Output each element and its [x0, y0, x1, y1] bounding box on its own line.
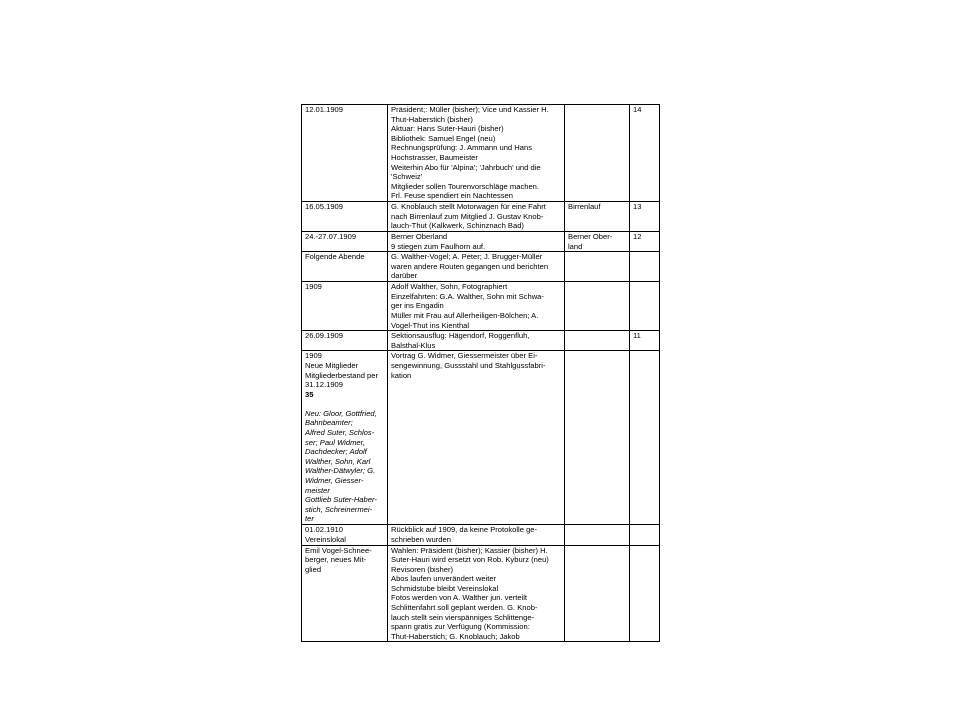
- table-row: [302, 525, 660, 545]
- table-row: [302, 201, 660, 231]
- entry-text-cell: [388, 201, 565, 231]
- place-line: Berner Ober-: [568, 231, 613, 241]
- entry-text-line: G. Walther-Vogel; A. Peter; J. Brugger-Müller: [391, 252, 543, 262]
- entry-text-line: Rechnungsprüfung: J. Ammann und Hans: [391, 143, 532, 153]
- page-number-cell: [630, 331, 660, 351]
- new-members-line: ser; Paul Widmer,: [305, 437, 365, 447]
- entry-text-line: Mitglieder sollen Tourenvorschläge machen.: [391, 181, 540, 191]
- entry-text-line: Sektionsausflug: Hägendorf, Roggenfluh,: [391, 331, 530, 341]
- date-line: Vereinslokal: [305, 534, 346, 544]
- page-number-cell: [630, 525, 660, 545]
- new-members-line: Alfred Suter, Schlos-: [305, 428, 375, 438]
- entry-text-cell: [388, 231, 565, 251]
- entry-text-line: Berner Oberland: [391, 231, 448, 241]
- new-members-line: Neu: Gloor, Gottfried,: [305, 408, 377, 418]
- entry-text-line: Fotos werden von A. Walther jun. verteilt: [391, 593, 528, 603]
- date-line: 24.-27.07.1909: [305, 231, 357, 241]
- chronicle-table-body: [302, 105, 660, 642]
- spacer: [305, 399, 384, 409]
- page-number-cell: [630, 231, 660, 251]
- entry-text-line: Bibliothek: Samuel Engel (neu): [391, 133, 496, 143]
- entry-text-line: Aktuar: Hans Suter-Hauri (bisher): [391, 124, 504, 134]
- entry-text-line: Balsthal-Klus: [391, 340, 436, 350]
- date-line: 12.01.1909: [305, 105, 344, 114]
- date-cell: [302, 231, 388, 251]
- date-line: berger, neues Mit-: [305, 555, 367, 565]
- entry-text-line: ger ins Engadin: [391, 301, 444, 311]
- entry-text-line: Rückblick auf 1909, da keine Protokolle ge-: [391, 525, 538, 535]
- date-cell: [302, 282, 388, 331]
- entry-text-line: Suter-Hauri wird ersetzt von Rob. Kyburz (neu): [391, 555, 549, 565]
- entry-text-line: Thut-Haberstich (bisher): [391, 114, 473, 124]
- entry-text-line: nach Birrenlauf zum Mitglied J. Gustav Knob-: [391, 211, 544, 221]
- date-line: 31.12.1909: [305, 380, 344, 390]
- table-row: [302, 282, 660, 331]
- chronicle-table: [301, 104, 660, 642]
- page-number: 11: [633, 331, 641, 341]
- page-number-cell: [630, 105, 660, 202]
- table-row: [302, 331, 660, 351]
- entry-text-cell: [388, 351, 565, 525]
- entry-text-line: Präsident;: Müller (bisher); Vice und Kassier H.: [391, 105, 549, 114]
- entry-text-line: waren andere Routen gegangen und berichten: [391, 261, 549, 271]
- date-cell: [302, 331, 388, 351]
- table-row: [302, 252, 660, 282]
- date-cell: [302, 105, 388, 202]
- place-cell: [565, 201, 630, 231]
- date-line: Emil Vogel-Schnee-: [305, 545, 372, 555]
- entry-text-cell: [388, 525, 565, 545]
- date-cell: [302, 252, 388, 282]
- table-row: [302, 105, 660, 202]
- new-members-line: Bahnbeamter;: [305, 418, 353, 428]
- page-number-cell: [630, 201, 660, 231]
- place-cell: [565, 525, 630, 545]
- date-line: 16.05.1909: [305, 201, 344, 211]
- date-line: 26.09.1909: [305, 331, 344, 341]
- date-line: Neue Mitglieder: [305, 360, 359, 370]
- table-row: [302, 545, 660, 642]
- new-members-line: meister: [305, 485, 330, 495]
- table-row: [302, 231, 660, 251]
- new-members-line: Walther, Sohn, Karl: [305, 456, 371, 466]
- place-cell: [565, 282, 630, 331]
- new-members-line: Gottlieb Suter-Haber-: [305, 495, 377, 505]
- entry-text-cell: [388, 282, 565, 331]
- table-row: [302, 351, 660, 525]
- new-members-line: Walther-Dätwyler; G.: [305, 466, 376, 476]
- place-line: Birrenlauf: [568, 201, 601, 211]
- date-cell: [302, 201, 388, 231]
- place-cell: [565, 331, 630, 351]
- page-number-cell: [630, 351, 660, 525]
- entry-text-line: kation: [391, 370, 412, 380]
- entry-text-line: 'Schweiz': [391, 172, 423, 182]
- page-number-cell: [630, 252, 660, 282]
- page-number: 13: [633, 201, 642, 211]
- entry-text-line: Einzelfahrten: G.A. Walther, Sohn mit Schwa-: [391, 291, 544, 301]
- new-members-line: stich, Schreinermei-: [305, 504, 373, 514]
- entry-text-line: spann gratis zur Verfügung (Kommission:: [391, 622, 530, 632]
- place-cell: [565, 231, 630, 251]
- entry-text-line: Abos laufen unverändert weiter: [391, 574, 497, 584]
- entry-text-line: Vortrag G. Widmer, Giessermeister über Ei-: [391, 351, 538, 361]
- entry-text-line: lauch-Thut (Kalkwerk, Schinznach Bad): [391, 221, 524, 231]
- page-number-cell: [630, 545, 660, 642]
- place-cell: [565, 252, 630, 282]
- place-cell: [565, 545, 630, 642]
- new-members-line: Widmer, Giesser-: [305, 476, 364, 486]
- entry-text-line: Weiterhin Abo für 'Alpina'; 'Jahrbuch' und die: [391, 162, 541, 172]
- page-number: 14: [633, 105, 642, 114]
- entry-text-line: Revisoren (bisher): [391, 564, 454, 574]
- entry-text-line: Hochstrasser, Baumeister: [391, 152, 478, 162]
- entry-text-cell: [388, 252, 565, 282]
- date-line: glied: [305, 564, 322, 574]
- page-number: 12: [633, 231, 642, 241]
- place-cell: [565, 105, 630, 202]
- entry-text-line: Schmidstube bleibt Vereinslokal: [391, 583, 499, 593]
- member-count: 35: [305, 389, 314, 399]
- place-cell: [565, 351, 630, 525]
- entry-text-line: sengewinnung, Gussstahl und Stahlgussfabri-: [391, 360, 546, 370]
- entry-text-line: Schlittenfahrt soll geplant werden. G. Knob-: [391, 603, 538, 613]
- date-cell: [302, 545, 388, 642]
- entry-text-line: Vogel-Thut ins Kienthal: [391, 320, 470, 330]
- entry-text-line: Wahlen: Präsident (bisher); Kassier (bisher) H.: [391, 545, 548, 555]
- entry-text-line: G. Knoblauch stellt Motorwagen für eine Fahrt: [391, 201, 546, 211]
- date-cell: [302, 351, 388, 525]
- entry-text-line: schrieben wurden: [391, 534, 451, 544]
- date-line: 01.02.1910: [305, 525, 344, 535]
- date-line: Mitgliederbestand per: [305, 370, 379, 380]
- page-number-cell: [630, 282, 660, 331]
- place-line: land: [568, 241, 583, 251]
- new-members-line: ter: [305, 514, 314, 524]
- entry-text-line: Müller mit Frau auf Allerheiligen-Bölchen; A.: [391, 310, 539, 320]
- entry-text-line: 9 stiegen zum Faulhorn auf.: [391, 241, 486, 251]
- entry-text-cell: [388, 331, 565, 351]
- entry-text-line: Adolf Walther, Sohn, Fotographiert: [391, 282, 508, 292]
- entry-text-cell: [388, 105, 565, 202]
- new-members-line: Dachdecker; Adolf: [305, 447, 367, 457]
- entry-text-cell: [388, 545, 565, 642]
- entry-text-line: Thut-Haberstich; G. Knoblauch; Jakob: [391, 631, 520, 641]
- date-line: 1909: [305, 351, 322, 361]
- entry-text-line: darüber: [391, 271, 418, 281]
- entry-text-line: lauch stellt sein vierspänniges Schlittenge-: [391, 612, 535, 622]
- entry-text-line: Frl. Feuse spendiert ein Nachtessen: [391, 191, 513, 201]
- date-cell: [302, 525, 388, 545]
- date-line: Folgende Abende: [305, 252, 365, 262]
- date-line: 1909: [305, 282, 322, 292]
